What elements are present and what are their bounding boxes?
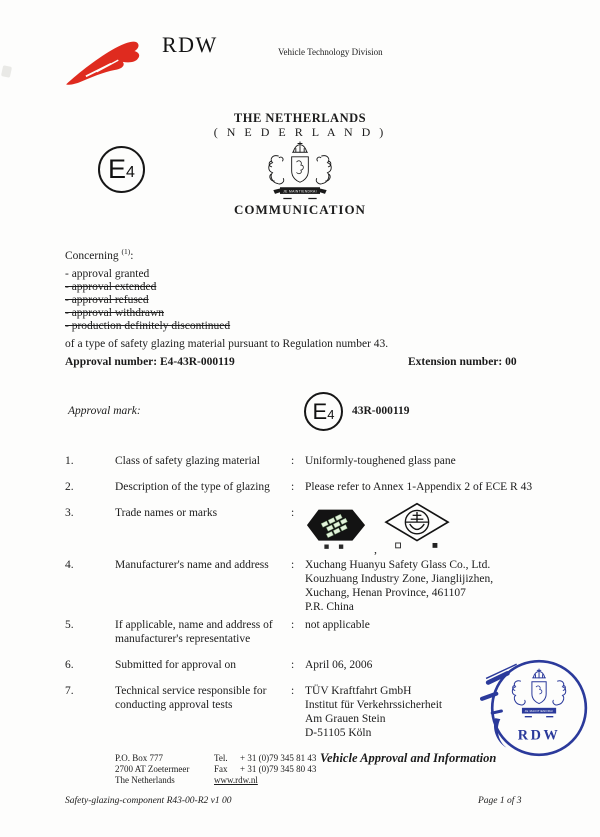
footer-tagline: Vehicle Approval and Information: [320, 751, 497, 765]
tel-label: Tel.: [214, 753, 228, 763]
approval-mark-label: Approval mark:: [68, 405, 141, 417]
stamp-motto-text: JE MAINTIENDRAI: [524, 709, 554, 714]
item-value: not applicable: [305, 619, 370, 631]
item-colon: :: [291, 685, 295, 697]
item-value: April 06, 2006: [305, 659, 373, 671]
concerning-option-struck: - production definitely discontinued: [65, 319, 231, 332]
approval-mark-number: 43R-000119: [352, 405, 410, 417]
page-number: Page 1 of 3: [478, 796, 522, 806]
division-name: Vehicle Technology Division: [278, 47, 383, 57]
item-value: TÜV Kraftfahrt GmbH Institut für Verkehrssicherheit Am Grauen Stein D-51105 Köln: [305, 685, 443, 739]
item-row: [65, 618, 543, 646]
concerning-option-struck: - approval extended: [65, 280, 157, 293]
item-number: 2.: [65, 481, 74, 493]
e4-approval-mark-icon: [98, 146, 145, 193]
fax-label: Fax: [214, 764, 228, 774]
stamp-label: RDW: [517, 727, 561, 744]
e4-letter: E: [312, 398, 328, 424]
item-colon: :: [291, 455, 295, 467]
dutch-coat-of-arms-icon: [256, 141, 344, 205]
country-title: THE NETHERLANDS: [233, 111, 367, 125]
item-row: [65, 506, 543, 554]
item-value: Uniformly-toughened glass pane: [305, 455, 456, 467]
item-row: [65, 480, 543, 494]
items-list: [65, 454, 543, 740]
item-colon: :: [291, 659, 295, 671]
concerning-option-struck: - approval withdrawn: [65, 306, 164, 319]
rdw-stamp-icon: [480, 656, 594, 768]
e4-digit: 4: [126, 163, 135, 181]
trade-marks: [305, 502, 543, 554]
item-number: 5.: [65, 619, 74, 631]
motto-text: JE MAINTIENDRAI: [283, 189, 317, 194]
item-row: [65, 454, 543, 468]
item-value: Please refer to Annex 1-Appendix 2 of ECE R 43: [305, 481, 533, 493]
concerning-section: [65, 245, 535, 351]
concerning-option: - approval granted: [65, 267, 150, 280]
footer-contact: [214, 753, 316, 786]
fax-number: + 31 (0)79 345 80 43: [240, 764, 317, 774]
footer-address: P.O. Box 777 2700 AT Zoetermeer The Netherlands: [115, 753, 190, 785]
item-label: Trade names or marks: [115, 507, 218, 519]
trademark-separator: ,: [374, 542, 377, 556]
item-number: 4.: [65, 559, 74, 571]
concerning-conclusion: of a type of safety glazing material pursuant to Regulation number 43.: [65, 337, 389, 350]
hexagon-trademark-icon: [305, 508, 367, 554]
item-row: [65, 658, 543, 672]
tel-number: + 31 (0)79 345 81 43: [240, 753, 317, 763]
rdw-wing-logo-icon: [62, 34, 144, 92]
item-label: Submitted for approval on: [115, 659, 237, 671]
e4-approval-mark-small-icon: [304, 392, 343, 431]
item-colon: :: [291, 481, 295, 493]
document-reference: Safety-glazing-component R43-00-R2 v1 00: [65, 796, 232, 806]
item-colon: :: [291, 559, 295, 571]
communication-heading: COMMUNICATION: [234, 202, 366, 217]
country-subtitle: ( N E D E R L A N D ): [213, 125, 387, 139]
item-label: If applicable, name and address of manufacturer's representative: [115, 619, 273, 645]
item-value: Xuchang Huanyu Safety Glass Co., Ltd. Kouzhuang Industry Zone, Jianglijizhen, Xuchang, Henan Province, 461107 P.R. China: [305, 559, 494, 613]
scan-artifact: [1, 65, 12, 78]
concerning-heading: Concerning $^{(1)}$:: [65, 247, 134, 262]
item-colon: :: [291, 507, 295, 519]
extension-number: Extension number: 00: [408, 356, 517, 368]
item-row: [65, 558, 543, 614]
item-label: Description of the type of glazing: [115, 481, 270, 493]
item-number: 7.: [65, 685, 74, 697]
item-label: Technical service responsible for conducting approval tests: [115, 685, 267, 711]
item-row: [65, 684, 543, 740]
item-label: Manufacturer's name and address: [115, 559, 269, 571]
item-colon: :: [291, 619, 295, 631]
item-number: 6.: [65, 659, 74, 671]
e4-digit: 4: [327, 406, 335, 422]
item-number: 3.: [65, 507, 74, 519]
item-label: Class of safety glazing material: [115, 455, 260, 467]
rdw-logo-text: RDW: [162, 32, 218, 57]
diamond-trademark-icon: [384, 502, 450, 554]
concerning-option-struck: - approval refused: [65, 293, 149, 306]
approval-number: Approval number: E4-43R-000119: [65, 356, 235, 368]
e4-letter: E: [108, 154, 127, 184]
website-link: www.rdw.nl: [214, 775, 258, 785]
footnote-marker: (1): [121, 247, 131, 256]
item-value: [305, 506, 543, 554]
item-number: 1.: [65, 455, 74, 467]
